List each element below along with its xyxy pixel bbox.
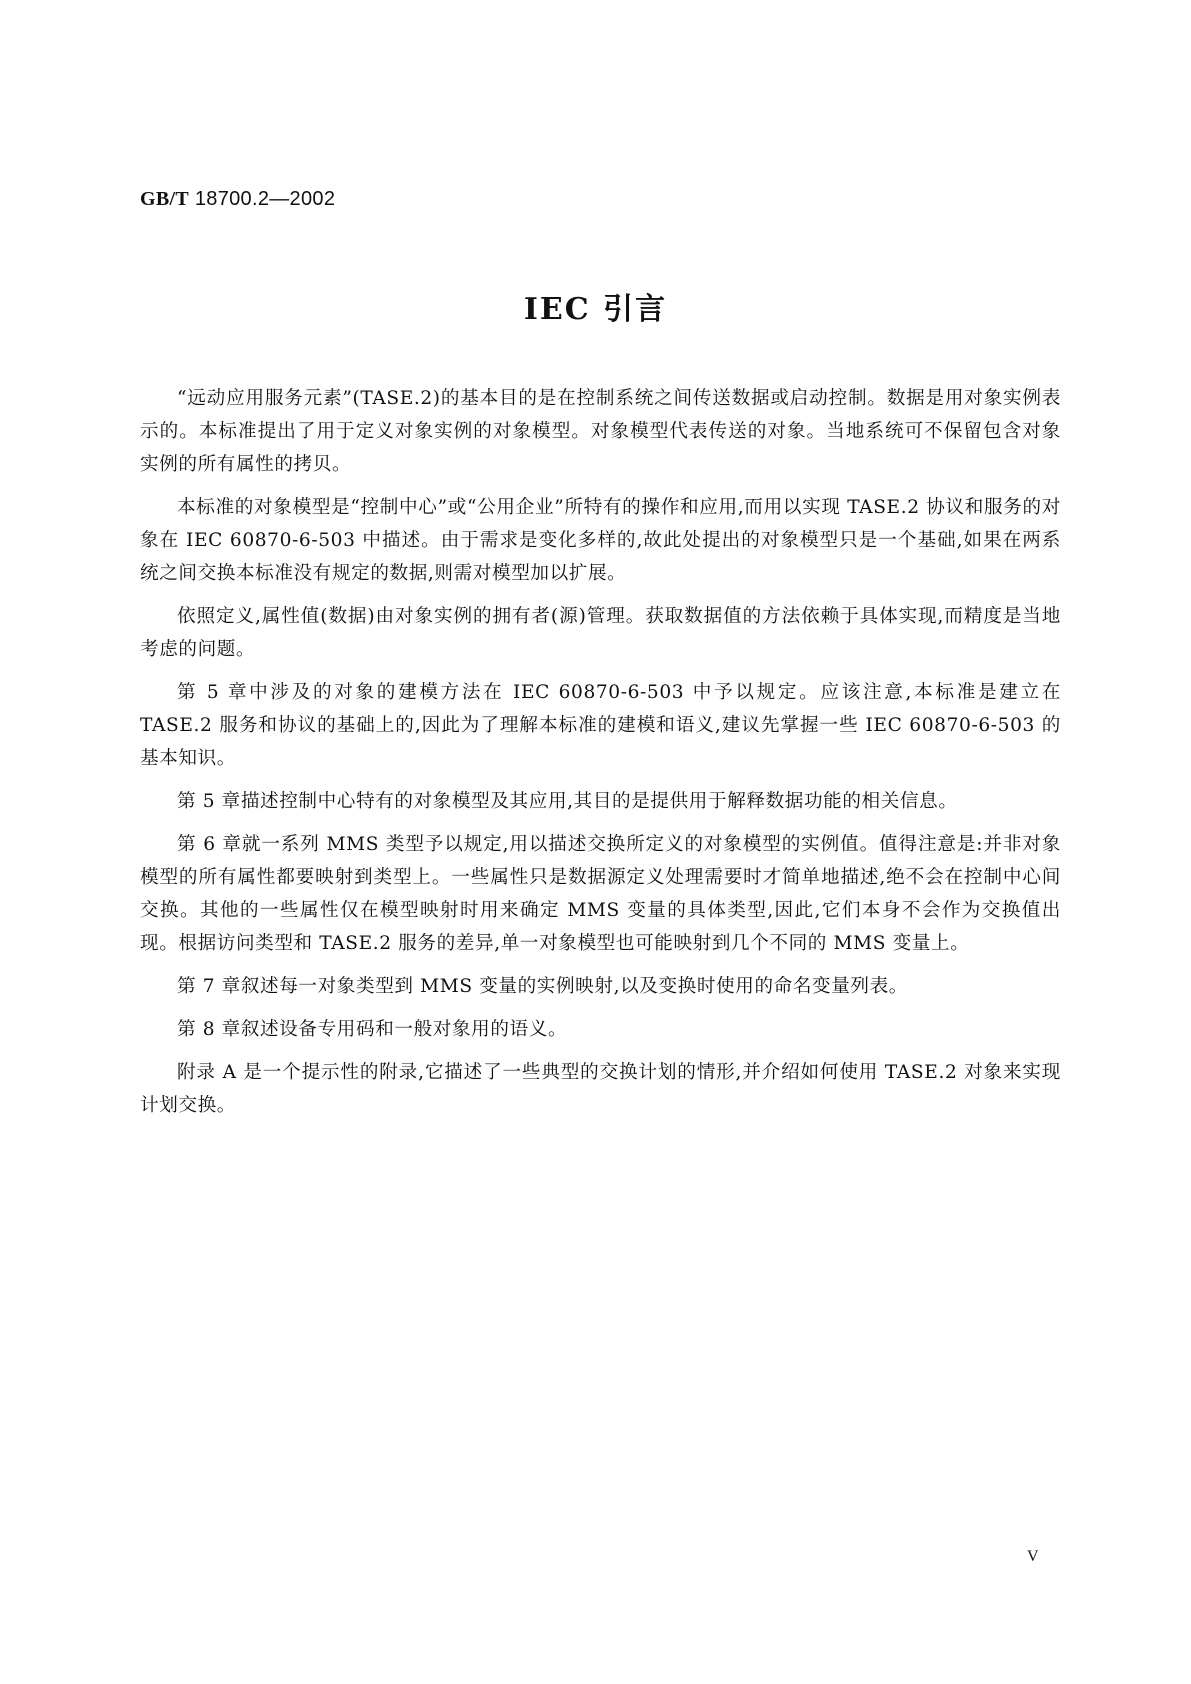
standard-prefix: GB/T — [140, 188, 189, 210]
paragraph: 第 8 章叙述设备专用码和一般对象用的语义。 — [177, 1019, 568, 1040]
paragraph: 第 6 章就一系列 MMS 类型予以规定,用以描述交换所定义的对象模型的实例值。值得注意是:并非对象模型的所有属性都要映射到类型上。一些属性只是数据源定义处理需要时才简单地描述,绝不会在控制中心间交换。其他的一些属性仅在模型映射时用来确定 MMS 变量的具体类型,因此,它们本身不会作为交换值出现。根据访问类型和 TASE.2 服务的差异,单一对象模型也可能映射到几个不同的 MMS 变量上。 — [140, 834, 1061, 954]
paragraph: 附录 A 是一个提示性的附录,它描述了一些典型的交换计划的情形,并介绍如何使用 TASE.2 对象来实现计划交换。 — [140, 1062, 1061, 1116]
paragraph: 第 7 章叙述每一对象类型到 MMS 变量的实例映射,以及变换时使用的命名变量列表。 — [177, 976, 908, 997]
paragraph: 第 5 章描述控制中心特有的对象模型及其应用,其目的是提供用于解释数据功能的相关信息。 — [177, 791, 958, 812]
body-text — [140, 382, 1061, 1132]
paragraph: 第 5 章中涉及的对象的建模方法在 IEC 60870-6-503 中予以规定。应该注意,本标准是建立在 TASE.2 服务和协议的基础上的,因此为了理解本标准的建模和语义,建议先掌握一些 IEC 60870-6-503 的基本知识。 — [140, 682, 1061, 769]
standard-number — [140, 188, 335, 211]
paragraph: 依照定义,属性值(数据)由对象实例的拥有者(源)管理。获取数据值的方法依赖于具体实现,而精度是当地考虑的问题。 — [140, 606, 1061, 660]
paragraph: 本标准的对象模型是“控制中心”或“公用企业”所特有的操作和应用,而用以实现 TASE.2 协议和服务的对象在 IEC 60870-6-503 中描述。由于需求是变化多样的,故此处提出的对象模型只是一个基础,如果在两系统之间交换本标准没有规定的数据,则需对模型加以扩展。 — [140, 497, 1061, 584]
standard-code: 18700.2—2002 — [194, 188, 336, 210]
paragraph: “远动应用服务元素”(TASE.2)的基本目的是在控制系统之间传送数据或启动控制。数据是用对象实例表示的。本标准提出了用于定义对象实例的对象模型。对象模型代表传送的对象。当地系统可不保留包含对象实例的所有属性的拷贝。 — [140, 388, 1061, 475]
page-number: V — [1027, 1548, 1039, 1565]
page-title: IEC 引言 — [523, 292, 668, 327]
